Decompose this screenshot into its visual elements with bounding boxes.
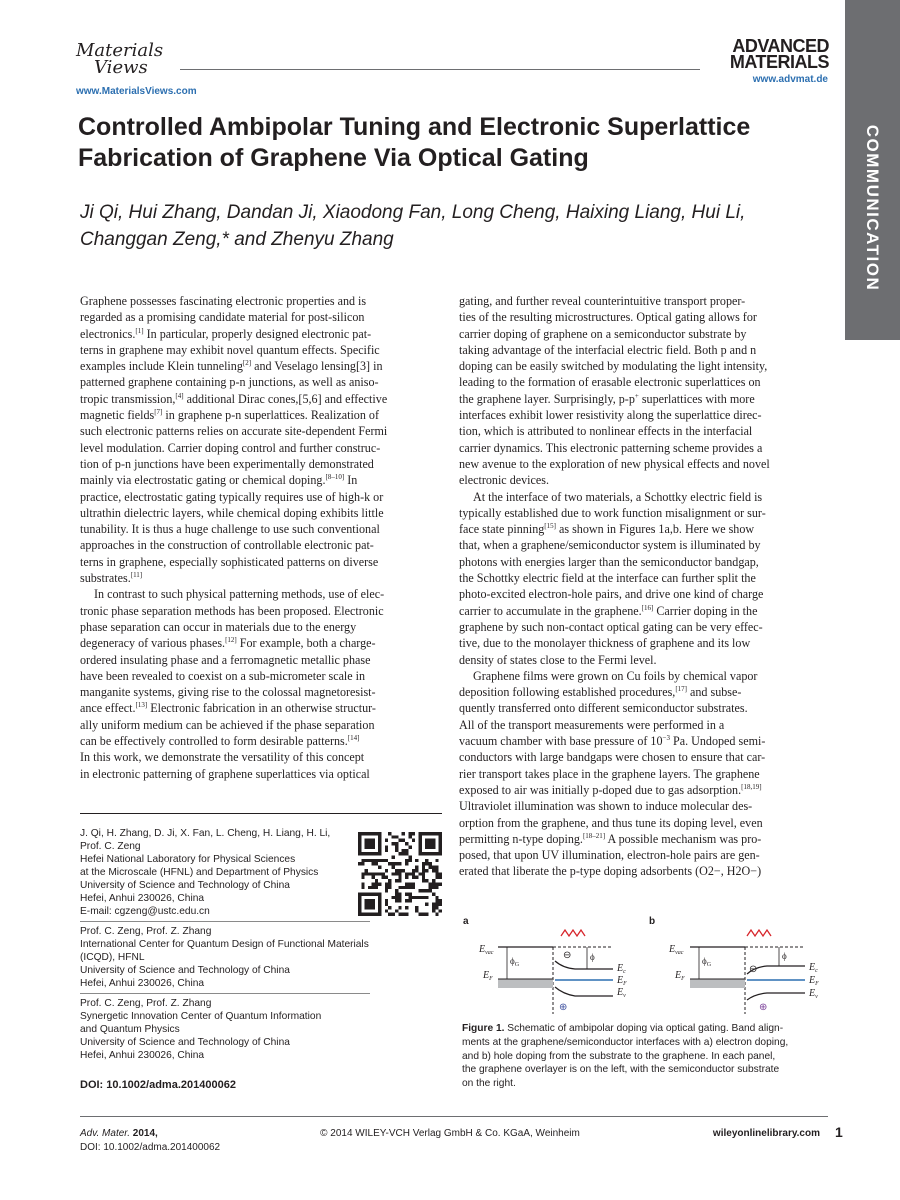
- section-tab-label-wrap: [845, 110, 900, 310]
- affiliation-separator: [80, 993, 370, 994]
- text-line: substrates.[11]: [80, 571, 143, 586]
- affiliation-line: Prof. C. Zeng: [80, 841, 141, 852]
- text-line: exposed to air was initially p-doped due to gas adsorption.[18,19]: [459, 782, 762, 797]
- ev-label: $E_v$: [617, 987, 626, 999]
- text-line: practice, electrostatic gating typically requires use of high-k or: [80, 489, 384, 504]
- caption-line: ments at the graphene/semiconductor interfaces with a) electron doping,: [462, 1036, 789, 1048]
- text-line: quently transferred onto different semiconductor substrates.: [459, 701, 748, 716]
- text-line: ance effect.[13] Electronic fabrication in an otherwise structur-: [80, 701, 376, 716]
- text-line: erated that liberate the p-type doping adsorbents (O2−, H2O−): [459, 864, 762, 879]
- footer-copyright: © 2014 WILEY-VCH Verlag GmbH & Co. KGaA, Weinheim: [320, 1128, 580, 1139]
- phi-label: ϕ: [782, 951, 787, 961]
- valence-band: [747, 993, 805, 1000]
- text-line: tive, due to the monolayer thickness of graphene and its low: [459, 636, 751, 651]
- affiliation-line: Hefei, Anhui 230026, China: [80, 893, 205, 904]
- citation-ref[interactable]: [4]: [175, 391, 184, 400]
- figure-caption: [462, 1022, 828, 1091]
- text-line: posed, that upon UV illumination, electron-hole pairs are gen-: [459, 848, 760, 863]
- affiliation-line: International Center for Quantum Design of Functional Materials: [80, 939, 369, 950]
- affiliation-line: Synergetic Innovation Center of Quantum Information: [80, 1011, 322, 1022]
- text-line: typically established due to work function misalignment or sur-: [459, 505, 766, 520]
- affiliation-rule: [80, 813, 442, 814]
- photon-icon: [561, 930, 585, 936]
- text-line: manganite systems, giving rise to the colossal magnetoresist-: [80, 685, 376, 700]
- text-line: carrier dynamics. This electronic patterning scheme provides a: [459, 440, 763, 455]
- affiliation-line: Prof. C. Zeng, Prof. Z. Zhang: [80, 926, 212, 937]
- citation-ref[interactable]: [16]: [641, 603, 654, 612]
- text-line: In contrast to such physical patterning methods, use of elec-: [94, 587, 385, 602]
- text-line: leading to the formation of erasable electronic superlattices on: [459, 375, 761, 390]
- text-line: conductors with large bandgaps were chosen to ensure that car-: [459, 750, 766, 765]
- figure-1b: [649, 914, 835, 1022]
- title-line: Controlled Ambipolar Tuning and Electronic Superlattice: [78, 113, 751, 141]
- text-line: Graphene possesses fascinating electronic properties and is: [80, 294, 367, 308]
- text-line: graphene by such non-contact optical gating can be very effec-: [459, 619, 763, 634]
- text-line: tronic phase separation methods has been proposed. Electronic: [80, 603, 384, 618]
- phi-g-label: $\phi_G$: [702, 956, 712, 968]
- text-line: Ultraviolet illumination was shown to induce molecular des-: [459, 799, 753, 814]
- citation-ref[interactable]: [18–21]: [582, 831, 606, 840]
- text-line: tion of p-n junctions have been experimentally demonstrated: [80, 456, 374, 471]
- text-line: electronic devices.: [459, 473, 549, 488]
- text-line: Graphene films were grown on Cu foils by chemical vapor: [473, 668, 758, 683]
- citation-ref[interactable]: [7]: [154, 408, 163, 417]
- affiliation-line: University of Science and Technology of China: [80, 965, 290, 976]
- logo-line: ADVANCED: [732, 36, 829, 56]
- caption-line: on the right.: [462, 1078, 516, 1090]
- text-line: new avenue to the exploration of new physical effects and novel: [459, 456, 770, 471]
- logo-line: Materials: [76, 40, 164, 61]
- text-line: approaches in the construction of controllable electronic pat-: [80, 538, 374, 553]
- evac-label: $E_{vac}$: [479, 944, 494, 956]
- body-column-left: [80, 293, 442, 782]
- logo-line: MATERIALS: [729, 52, 829, 72]
- text-line: magnetic fields[7] in graphene p-n superlattices. Realization of: [80, 408, 379, 423]
- text-line: permitting n-type doping.[18–21] A possible mechanism was pro-: [459, 831, 762, 846]
- graphene-band: [498, 979, 553, 988]
- ef-label-left: $E_F$: [675, 970, 685, 982]
- text-line: face state pinning[15] as shown in Figures 1a,b. Here we show: [459, 522, 755, 537]
- valence-band: [555, 987, 613, 996]
- ef-label-left: $E_F$: [483, 970, 493, 982]
- journal-name: Adv. Mater.: [80, 1128, 131, 1139]
- citation-ref[interactable]: [12]: [225, 636, 237, 645]
- text-line: At the interface of two materials, a Schottky electric field is: [473, 489, 763, 504]
- citation-ref[interactable]: [15]: [544, 522, 556, 531]
- ev-label: $E_v$: [809, 988, 818, 1000]
- text-line: the graphene layer. Surprisingly, p-p+ superlattices with more: [459, 391, 755, 406]
- citation-ref[interactable]: [18,19]: [741, 782, 762, 791]
- journal-year: 2014,: [130, 1128, 158, 1139]
- wiley-online-link[interactable]: wileyonlinelibrary.com: [712, 1128, 820, 1139]
- text-line: can be effectively controlled to form desirable patterns.[14]: [80, 733, 360, 749]
- title-line: Fabrication of Graphene Via Optical Gating: [78, 144, 589, 172]
- text-line: All of the transport measurements were performed in a: [459, 717, 725, 732]
- affiliations: [80, 827, 370, 1062]
- caption-line: Figure 1. Schematic of ambipolar doping via optical gating. Band align-: [462, 1023, 784, 1034]
- citation-ref[interactable]: [13]: [135, 701, 148, 710]
- ef-label-right: $E_F$: [617, 975, 627, 987]
- page-number: 1: [835, 1124, 843, 1140]
- text-line: examples include Klein tunneling[2] and Veselago lensing[3] in: [80, 359, 383, 374]
- phi-label: ϕ: [590, 952, 595, 962]
- affiliation-line: University of Science and Technology of China: [80, 1037, 290, 1048]
- text-line: level modulation. Carrier doping control and further construc-: [80, 440, 381, 455]
- body-column-right: [459, 293, 825, 880]
- electron-icon: ⊖: [749, 964, 758, 975]
- text-line: vacuum chamber with base pressure of $10^{-3}$ Pa. Undoped semi-: [459, 733, 766, 749]
- text-line: ally uniform medium can be achieved if the phase separation: [80, 717, 375, 732]
- text-line: degeneracy of various phases.[12] For example, both a charge-: [80, 636, 376, 651]
- text-line: ultrathin dielectric layers, while chemical doping exhibits little: [80, 505, 384, 520]
- hole-icon: ⊕: [759, 1002, 768, 1013]
- text-line: terns in graphene may exhibit novel quantum effects. Specific: [80, 342, 380, 357]
- affiliation-line: University of Science and Technology of China: [80, 880, 290, 891]
- text-line: the Schottky electric field at the interface can further split the: [459, 571, 756, 586]
- advanced-materials-logo: [705, 38, 829, 70]
- text-line: ties of the resulting microstructures. Optical gating allows for: [459, 310, 757, 325]
- text-line: patterned graphene containing p-n junctions, as well as aniso-: [80, 375, 379, 390]
- text-line: tion, which is attributed to nonlinear effects in the interfacial: [459, 424, 753, 439]
- citation-ref[interactable]: [2]: [242, 359, 252, 368]
- affiliation-line: (ICQD), HFNL: [80, 952, 145, 963]
- evac-label: $E_{vac}$: [669, 944, 684, 956]
- citation-ref[interactable]: +: [634, 391, 639, 400]
- text-line: density of states close to the Fermi level.: [459, 652, 657, 667]
- citation-ref[interactable]: [14]: [347, 733, 360, 742]
- header-rule: [180, 69, 700, 70]
- text-line: tunability. It is thus a huge challenge to use such conventional: [80, 522, 380, 537]
- citation-ref[interactable]: [8–10]: [325, 473, 345, 482]
- hole-icon: ⊕: [559, 1002, 568, 1013]
- footer-journal: [80, 1127, 220, 1141]
- affiliation-line: and Quantum Physics: [80, 1024, 180, 1035]
- photon-icon: [747, 930, 771, 936]
- citation-ref[interactable]: −3: [662, 733, 670, 742]
- affiliation-separator: [80, 921, 370, 922]
- phi-g-label: $\phi_G$: [510, 956, 520, 968]
- text-line: mainly via electrostatic gating or chemical doping.[8–10] In: [80, 473, 358, 488]
- affiliation-line: J. Qi, H. Zhang, D. Ji, X. Fan, L. Cheng, H. Liang, H. Li,: [80, 828, 331, 839]
- figure-1a: [463, 914, 643, 1022]
- logo-line: Views: [94, 57, 148, 78]
- article-doi: DOI: 10.1002/adma.201400062: [80, 1079, 236, 1091]
- text-line: carrier to accumulate in the graphene.[16] Carrier doping in the: [459, 603, 758, 618]
- author-line: Changgan Zeng,* and Zhenyu Zhang: [80, 229, 394, 250]
- text-line: photons with energies larger than the semiconductor bandgap,: [459, 554, 759, 569]
- materials-views-logo: [76, 42, 163, 76]
- advmat-link[interactable]: www.advmat.de: [752, 74, 828, 85]
- text-line: that, when a graphene/semiconductor system is illuminated by: [459, 538, 761, 553]
- text-line: photo-excited electron-hole pairs, and drive one kind of charge: [459, 587, 764, 602]
- text-line: rier transport takes place in the graphene layers. The graphene: [459, 766, 760, 781]
- text-line: electronics.[1] In particular, properly designed electronic pat-: [80, 326, 372, 341]
- caption-line: and b) hole doping from the substrate to the graphene. In each panel,: [462, 1050, 776, 1062]
- author-list: [80, 199, 820, 253]
- affiliation-line: Hefei, Anhui 230026, China: [80, 1050, 205, 1061]
- text-line: ordered insulating phase and a ferromagnetic metallic phase: [80, 652, 371, 667]
- citation-ref[interactable]: [17]: [675, 685, 687, 694]
- text-line: In this work, we demonstrate the versatility of this concept: [80, 750, 365, 765]
- citation-ref[interactable]: [11]: [130, 571, 143, 580]
- text-line: doping can be easily switched by modulating the light intensity,: [459, 359, 768, 374]
- text-line: terns in graphene, especially sophisticated patterns on diverse: [80, 554, 379, 569]
- ec-label: $E_c$: [809, 962, 818, 974]
- text-line: such electronic patterns relies on accurate site-dependent Fermi: [80, 424, 388, 439]
- text-line: tropic transmission,[4] additional Dirac cones,[5,6] and effective: [80, 391, 388, 406]
- conduction-band: [555, 961, 613, 969]
- author-line: Ji Qi, Hui Zhang, Dandan Ji, Xiaodong Fan, Long Cheng, Haixing Liang, Hui Li,: [80, 202, 746, 223]
- text-line: taking advantage of the interfacial electric field. Both p and n: [459, 342, 757, 357]
- caption-line: the graphene overlayer is on the left, with the semiconductor substrate: [462, 1064, 780, 1076]
- materials-views-link[interactable]: www.MaterialsViews.com: [76, 86, 197, 97]
- text-line: orption from the graphene, and thus tune its doping level, even: [459, 815, 763, 830]
- panel-label-b: b: [649, 916, 656, 927]
- text-line: regarded as a promising candidate material for post-silicon: [80, 310, 365, 325]
- affiliation-line: Hefei National Laboratory for Physical Sciences: [80, 854, 296, 865]
- text-line: have been revealed to coexist on a sub-micrometer scale in: [80, 668, 366, 683]
- text-line: gating, and further reveal counterintuitive transport proper-: [459, 294, 746, 308]
- text-line: in electronic patterning of graphene superlattices via optical: [80, 766, 370, 781]
- ef-label-right: $E_F$: [809, 975, 819, 987]
- footer-rule: [80, 1116, 828, 1117]
- electron-icon: ⊖: [563, 950, 572, 961]
- citation-ref[interactable]: [1]: [135, 326, 144, 335]
- footer-citation: [80, 1127, 220, 1155]
- qr-code[interactable]: [358, 832, 442, 916]
- article-title: [78, 112, 818, 174]
- text-line: carrier doping of graphene on a semiconductor substrate by: [459, 326, 747, 341]
- affiliation-line: E-mail: cgzeng@ustc.edu.cn: [80, 906, 210, 917]
- affiliation-line: Prof. C. Zeng, Prof. Z. Zhang: [80, 998, 212, 1009]
- affiliation-line: Hefei, Anhui 230026, China: [80, 978, 205, 989]
- text-line: interfaces exhibit lower resistivity along the superlattice direc-: [459, 408, 762, 423]
- affiliation-line: at the Microscale (HFNL) and Department of Physics: [80, 867, 319, 878]
- text-line: phase separation can occur in materials due to the energy: [80, 619, 357, 634]
- graphene-band: [690, 979, 745, 988]
- ec-label: $E_c$: [617, 963, 626, 975]
- text-line: deposition following established procedures,[17] and subse-: [459, 685, 742, 700]
- panel-label-a: a: [463, 916, 469, 927]
- footer-doi: DOI: 10.1002/adma.201400062: [80, 1142, 221, 1153]
- section-tab-label: COMMUNICATION: [863, 124, 882, 292]
